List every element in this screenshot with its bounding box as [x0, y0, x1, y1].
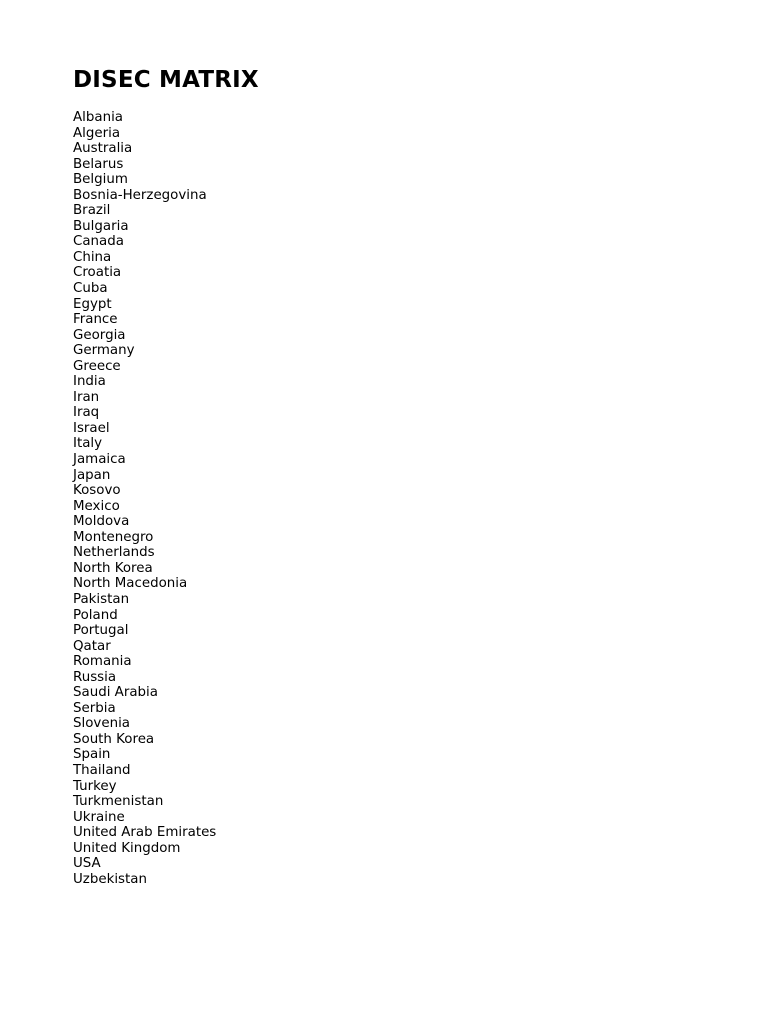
list-item: Netherlands: [73, 545, 155, 561]
list-item: Poland: [73, 607, 118, 623]
list-item: Turkey: [73, 778, 117, 794]
list-item: Brazil: [73, 203, 111, 219]
list-item: Montenegro: [73, 529, 154, 545]
list-item: Greece: [73, 358, 121, 374]
list-item: Algeria: [73, 125, 121, 141]
list-item: Romania: [73, 654, 132, 670]
list-item: Moldova: [73, 514, 130, 530]
list-item: India: [73, 374, 106, 390]
list-item: Germany: [73, 343, 135, 359]
document-page: [73, 64, 713, 887]
country-list: [73, 110, 713, 887]
list-item: Egypt: [73, 296, 112, 312]
list-item: Pakistan: [73, 591, 130, 607]
list-item: Thailand: [73, 762, 131, 778]
list-item: Portugal: [73, 623, 129, 639]
list-item: Iran: [73, 389, 100, 405]
list-item: North Korea: [73, 560, 153, 576]
list-item: Croatia: [73, 265, 122, 281]
list-item: USA: [73, 856, 101, 872]
list-item: Kosovo: [73, 483, 121, 499]
list-item: Ukraine: [73, 809, 125, 825]
list-item: Mexico: [73, 498, 120, 514]
page-title: DISEC MATRIX: [73, 67, 259, 93]
list-item: Jamaica: [73, 452, 126, 468]
list-item: Cuba: [73, 281, 108, 297]
list-item: Georgia: [73, 327, 126, 343]
list-item: Bulgaria: [73, 218, 129, 234]
list-item: France: [73, 312, 118, 328]
list-item: Serbia: [73, 700, 116, 716]
list-item: Saudi Arabia: [73, 685, 158, 701]
list-item: North Macedonia: [73, 576, 188, 592]
list-item: Australia: [73, 141, 133, 157]
list-item: Iraq: [73, 405, 100, 421]
list-item: Italy: [73, 436, 103, 452]
list-item: Japan: [73, 467, 111, 483]
list-item: Qatar: [73, 638, 111, 654]
list-item: South Korea: [73, 731, 155, 747]
list-item: Uzbekistan: [73, 871, 147, 887]
list-item: Albania: [73, 110, 123, 125]
list-item: Bosnia-Herzegovina: [73, 187, 207, 203]
list-item: United Arab Emirates: [73, 825, 217, 841]
list-item: Israel: [73, 420, 110, 436]
list-item: Canada: [73, 234, 124, 250]
list-item: Russia: [73, 669, 117, 685]
list-item: Belarus: [73, 156, 124, 172]
list-item: Belgium: [73, 172, 128, 188]
list-item: Spain: [73, 747, 111, 763]
list-item: China: [73, 249, 112, 265]
list-item: United Kingdom: [73, 840, 181, 856]
list-item: Slovenia: [73, 716, 130, 732]
list-item: Turkmenistan: [73, 794, 164, 810]
